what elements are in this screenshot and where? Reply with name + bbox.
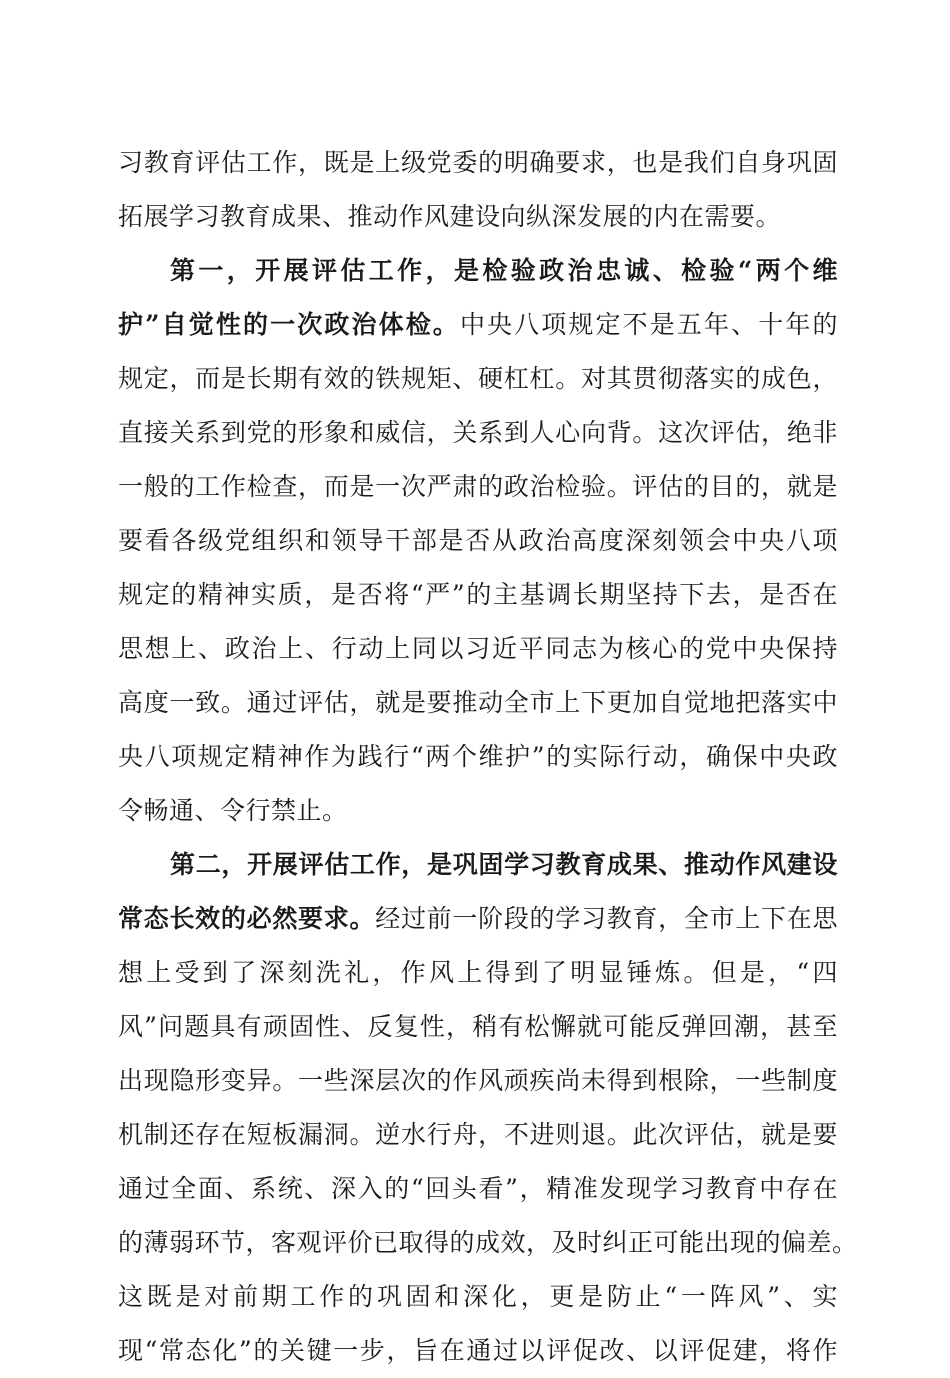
body-text: 中央八项规定不是五年、十年的 bbox=[459, 310, 838, 339]
text-line: 机制还存在短板漏洞。逆水行舟，不进则退。此次评估，就是要 bbox=[118, 1120, 838, 1149]
text-line bbox=[118, 244, 838, 298]
text-line: 央八项规定精神作为践行“两个维护”的实际行动，确保中央政 bbox=[118, 742, 838, 771]
text-line: 现“常态化”的关键一步，旨在通过以评促改、以评促建，将作 bbox=[118, 1336, 838, 1365]
text-line bbox=[118, 838, 838, 892]
text-line: 令畅通、令行禁止。 bbox=[118, 796, 348, 825]
text-line: 出现隐形变异。一些深层次的作风顽疾尚未得到根除，一些制度 bbox=[118, 1066, 838, 1095]
text-line: 一般的工作检查，而是一次严肃的政治检验。评估的目的，就是 bbox=[118, 472, 838, 501]
paragraph-intro-continued bbox=[118, 136, 838, 244]
text-line: 直接关系到党的形象和威信，关系到人心向背。这次评估，绝非 bbox=[118, 418, 838, 447]
bold-heading-text: 护”自觉性的一次政治体检。 bbox=[118, 310, 460, 339]
text-line: 高度一致。通过评估，就是要推动全市上下更加自觉地把落实中 bbox=[118, 688, 838, 717]
bold-heading-text: 第一，开展评估工作，是检验政治忠诚、检验“两个维 bbox=[170, 256, 838, 285]
text-line: 规定，而是长期有效的铁规矩、硬杠杠。对其贯彻落实的成色， bbox=[118, 364, 838, 393]
text-line: 的薄弱环节，客观评价已取得的成效，及时纠正可能出现的偏差。 bbox=[118, 1228, 858, 1257]
text-line: 这既是对前期工作的巩固和深化，更是防止“一阵风”、实 bbox=[118, 1282, 838, 1311]
text-line bbox=[118, 298, 838, 352]
text-line bbox=[118, 892, 838, 946]
text-line: 规定的精神实质，是否将“严”的主基调长期坚持下去，是否在 bbox=[118, 580, 838, 609]
body-text: 经过前一阶段的学习教育，全市上下在思 bbox=[375, 904, 838, 933]
paragraph-first-point bbox=[118, 244, 838, 838]
text-line: 拓展学习教育成果、推动作风建设向纵深发展的内在需要。 bbox=[118, 202, 782, 231]
text-line: 想上受到了深刻洗礼，作风上得到了明显锤炼。但是，“四 bbox=[118, 958, 838, 987]
bold-heading-text: 常态长效的必然要求。 bbox=[118, 904, 376, 933]
text-line: 风”问题具有顽固性、反复性，稍有松懈就可能反弹回潮，甚至 bbox=[118, 1012, 838, 1041]
document-page bbox=[118, 136, 858, 1378]
bold-heading-text: 第二，开展评估工作，是巩固学习教育成果、推动作风建设 bbox=[170, 850, 838, 879]
text-line: 要看各级党组织和领导干部是否从政治高度深刻领会中央八项 bbox=[118, 526, 838, 555]
text-line: 通过全面、系统、深入的“回头看”，精准发现学习教育中存在 bbox=[118, 1174, 838, 1203]
paragraph-second-point bbox=[118, 838, 858, 1378]
text-line: 思想上、政治上、行动上同以习近平同志为核心的党中央保持 bbox=[118, 634, 838, 663]
text-line: 习教育评估工作，既是上级党委的明确要求，也是我们自身巩固 bbox=[118, 148, 838, 177]
